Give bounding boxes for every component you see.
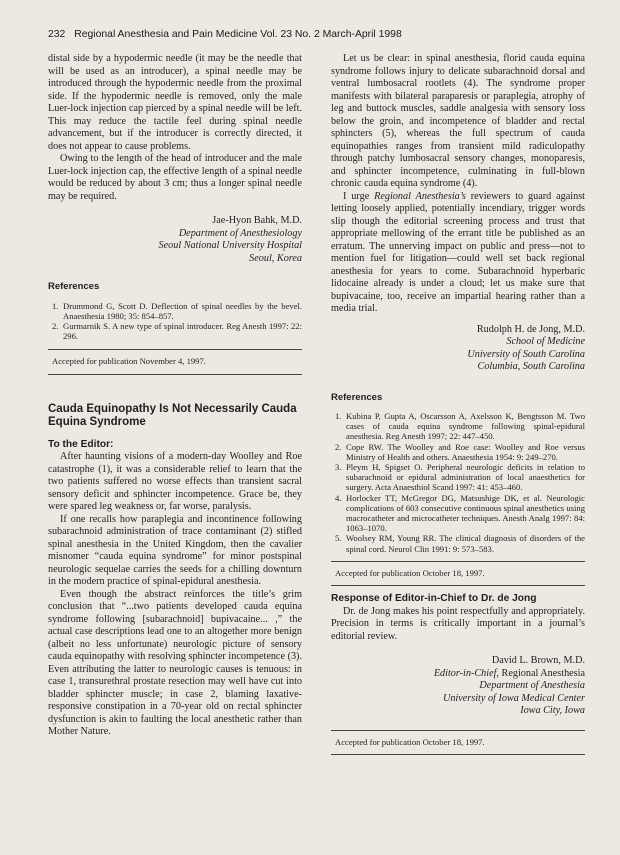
divider — [331, 585, 585, 586]
divider — [48, 374, 302, 375]
references-list — [331, 411, 585, 554]
references-list — [48, 301, 302, 342]
page-number: 232 — [48, 29, 66, 40]
author-institution: Seoul National University Hospital — [158, 240, 302, 251]
author-name: Jae-Hyon Bahk, M.D. — [212, 215, 302, 226]
article-title: Cauda Equinopathy Is Not Necessarily Cauda Equina Syndrome — [48, 402, 297, 429]
author-signature — [331, 655, 585, 718]
body-paragraph: distal side by a hypodermic needle (it may be the needle that will be used as an introducer), a spinal needle may be introduced through the hypodermic needle from the proximal side. If the hypodermic needle is removed, only the male Luer-lock injection cap pierced by a spinal needle will be left. This may reduce the tactile feel during spinal needle advancement, but if the introducer is correctly directed, it does not appear to cause problems. — [48, 53, 302, 152]
body-paragraph: Let us be clear: in spinal anesthesia, florid cauda equina syndrome follows injury to delicate subarachnoid dorsal and ventral lumbosacral rootlets (4). The syndrome proper manifests with bilateral paraparesis or paraplegia, atrophy of leg and buttock muscles, saddle analgesia with sensory loss below the groin, and incompetence of bladder and rectal sphincters (5), whereas the full spectrum of cauda equinopathies ranges from transient mild radiculopathy through patchy lumbosacral sensory changes, monoparesis, and sphincter incompetence, culminating in full-blown chronic cauda equina syndrome (4). — [331, 53, 585, 189]
body-paragraph: Even though the abstract reinforces the title’s grim conclusion that “...two patients developed cauda equina syndrome following [subarachnoid] bupivacaine... ,” the actual case descriptions lead one to an altogether more benign (albeit no less unfortunate) neurologic picture of sensory cauda equinopathy with resolving sphincter incompetence (3). Even attributing the latter to neurologic causes is tenuous: in case 1, transurethral prostate resection may well have cut into bladder sphincter muscle; in case 2, blaming laxative-responsive constipation in a 70-year old on rectal sphincter dysfunction is akin to faulting the local anesthetic rather than Mother Nature. — [48, 588, 302, 738]
accepted-note: Accepted for publication November 4, 1997. — [52, 356, 206, 367]
body-paragraph: Dr. de Jong makes his point respectfully and appropriately. Precision in terms is critically important in a journal’s editorial review. — [331, 605, 585, 642]
reference-item: 5. Woolsey RM, Young RR. The clinical diagnosis of disorders of the spinal cord. Neurol Clin 1991: 9: 573–583. — [335, 533, 585, 554]
reference-item: 2. Cope RW. The Woolley and Roe case: Woolley and Roe versus Ministry of Health and others. Anaesthesia 1954: 9: 249–270. — [335, 441, 585, 462]
author-signature — [48, 215, 302, 265]
author-city: Columbia, South Carolina — [477, 361, 585, 372]
accepted-note: Accepted for publication October 18, 1997. — [335, 567, 485, 578]
author-department: School of Medicine — [506, 336, 585, 347]
salutation: To the Editor: — [48, 438, 114, 450]
author-name: Rudolph H. de Jong, M.D. — [476, 323, 585, 335]
author-department: Department of Anesthesia — [479, 680, 585, 692]
body-paragraph: Owing to the length of the head of introducer and the male Luer-lock injection cap, the effective length of a spinal needle would be reduced by about 3 cm; thus a longer spinal needle may be required. — [48, 153, 302, 202]
author-institution: University of Iowa Medical Center — [442, 692, 585, 704]
author-role: Editor-in-Chief, Regional Anesthesia — [433, 667, 585, 679]
accepted-note: Accepted for publication October 18, 1997. — [335, 736, 485, 747]
right-column — [331, 53, 585, 755]
references-heading: References — [48, 281, 100, 292]
divider — [331, 730, 585, 731]
body-paragraph: I urge Regional Anesthesia’s reviewers to guard against letting loosely applied, potentially incendiary, trigger words slip though the editorial screening process and trust that appropriate mellowing of the errant title be published as an erratum. The unnerving impact on public and press—not to mention fuel for litigation—could well set back regional anesthesia for years to come. Subarachnoid hyperbaric lidocaine already is under a cloud; let us make sure that bupivacaine, too, receive an impartial hearing rather than a media trial. — [331, 190, 586, 314]
divider — [331, 561, 585, 562]
author-signature — [331, 324, 585, 374]
reference-item: 1. Kubina P, Gupta A, Oscarsson A, Axelsson K, Bengtsson M. Two cases of cauda equina syndrome following spinal-epidural anesthesia. Reg Anesth 1997; 22: 447–450. — [335, 411, 585, 442]
left-column — [48, 53, 302, 739]
references-heading: References — [331, 391, 383, 403]
divider — [48, 349, 302, 350]
running-header — [48, 29, 402, 40]
reference-item: 2. Gurmarnik S. A new type of spinal introducer. Reg Anesth 1997: 22: 296. — [52, 320, 302, 342]
response-title: Response of Editor-in-Chief to Dr. de Jong — [331, 593, 537, 605]
divider — [331, 754, 585, 755]
reference-item: 4. Horlocker TT, McGregor DG, Matsushige DK, et al. Neurologic complications of 603 consecutive continuous spinal anesthetics using macrocatheter and microcatheter techniques. Anesth Analg 1997: 84: 1063–1070. — [335, 492, 585, 534]
body-paragraph: If one recalls how paraplegia and incontinence following subarachnoid administration of trace contaminant (2) stifled spinal anesthesia in the United Kingdom, then the cavalier misnomer “cauda equina syndrome” for minor postspinal neurologic sequelae carries the seeds for a chilling downturn in the modern practice of spinal-epidural anesthesia. — [48, 513, 302, 588]
body-paragraph: After haunting visions of a modern-day Woolley and Roe catastrophe (1), it was a considerable relief to learn that the two patients suffered no worse effects than transient sacral sensory deficit and sphincter incompetence. Grace be, they were spared leg weakness or, far worse, paralysis. — [48, 451, 302, 513]
author-city: Iowa City, Iowa — [520, 705, 585, 717]
reference-item: 1. Drummond G, Scott D. Deflection of spinal needles by the bevel. Anaesthesia 1980; 35: 854–857. — [52, 300, 302, 321]
author-city: Seoul, Korea — [249, 252, 302, 264]
author-institution: University of South Carolina — [467, 348, 585, 360]
reference-item: 3. Pleym H, Spigset O. Peripheral neurologic deficits in relation to subarachnoid or epidural administration of local anaesthetics for surgery. Acta Anaesthiol Scand 1997: 41: 453–460. — [335, 462, 585, 493]
author-department: Department of Anesthesiology — [178, 227, 302, 239]
journal-citation: Regional Anesthesia and Pain Medicine Vol. 23 No. 2 March-April 1998 — [74, 29, 402, 40]
author-name: David L. Brown, M.D. — [491, 655, 585, 667]
